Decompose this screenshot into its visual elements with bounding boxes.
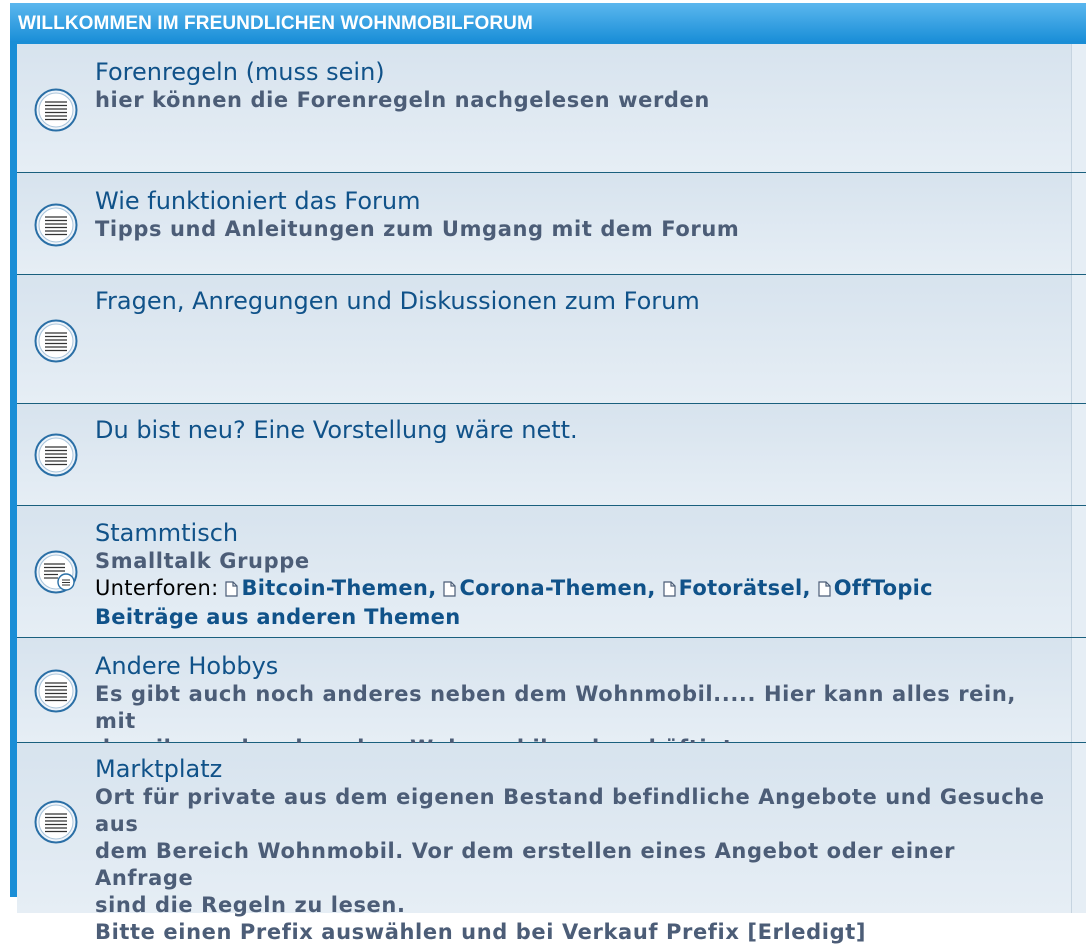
forum-title-link[interactable]: Forenregeln (muss sein) [95,58,385,86]
forum-row-fragen-anregungen [17,275,1086,404]
forum-description: Smalltalk Gruppe [95,549,310,573]
forum-row-marktplatz [17,743,1086,944]
subforum-link-offtopic-continued[interactable]: Beiträge aus anderen Themen [95,605,461,629]
subforums-list [95,575,1056,631]
forum-title-link[interactable]: Marktplatz [95,755,223,783]
forum-row-andere-hobbys [17,638,1086,743]
forum-description: hier können die Forenregeln nachgelesen werden [95,88,710,112]
forum-read-icon [34,319,78,363]
subforum-separator: , [647,576,656,600]
forum-read-icon [34,88,78,132]
forum-title-link[interactable]: Stammtisch [95,519,239,547]
forum-read-icon [34,433,78,477]
subforum-link-offtopic[interactable]: OffTopic [833,576,933,600]
forum-row-wie-funktioniert [17,173,1086,275]
forum-subforums-icon [34,550,78,594]
forum-row-forenregeln [17,44,1086,173]
forum-stats-column [1071,404,1086,505]
forum-category-block [10,3,1086,944]
forum-row-du-bist-neu [17,404,1086,506]
forum-stats-column [1071,275,1086,403]
forum-read-icon [34,203,78,247]
subforum-link-fotoraetsel[interactable]: Fotorätsel [678,576,803,600]
forum-description-line: Bitte einen Prefix auswählen und bei Verkauf Prefix [Erledigt] [95,920,867,944]
forum-stats-column [1071,173,1086,274]
forum-list [17,44,1086,944]
forum-description: Tipps und Anleitungen zum Umgang mit dem Forum [95,217,740,241]
forum-title-link[interactable]: Du bist neu? Eine Vorstellung wäre nett. [95,416,578,444]
forum-read-icon [34,800,78,844]
subforum-page-icon [663,577,676,604]
forum-title-link[interactable]: Andere Hobbys [95,652,279,680]
forum-stats-column [1071,638,1086,742]
forum-description-line: dem Bereich Wohnmobil. Vor dem erstellen eines Angebot oder einer Anfrage [95,839,956,890]
forum-stats-column [1071,506,1086,637]
subforum-page-icon [443,577,456,604]
subforum-separator: , [802,576,811,600]
forum-description-line: Ort für private aus dem eigenen Bestand befindliche Angebote und Gesuche aus [95,785,1045,836]
category-header[interactable]: WILLKOMMEN IM FREUNDLICHEN WOHNMOBILFORUM [10,3,1086,41]
subforum-link-bitcoin[interactable]: Bitcoin-Themen [241,576,429,600]
subforum-link-corona[interactable]: Corona-Themen [459,576,648,600]
subforum-page-icon [818,577,831,604]
forum-stats-column [1071,44,1086,172]
forum-description-line: Es gibt auch noch anderes neben dem Wohnmobil..... Hier kann alles rein, mit [95,682,1016,733]
forum-title-link[interactable]: Fragen, Anregungen und Diskussionen zum Forum [95,287,700,315]
forum-description-line: sind die Regeln zu lesen. [95,893,406,917]
forum-stats-column [1071,743,1086,913]
forum-read-icon [34,669,78,713]
subforum-separator: , [428,576,437,600]
forum-title-link[interactable]: Wie funktioniert das Forum [95,187,421,215]
subforums-label: Unterforen: [95,576,219,600]
forum-row-stammtisch [17,506,1086,638]
subforum-page-icon [225,577,238,604]
